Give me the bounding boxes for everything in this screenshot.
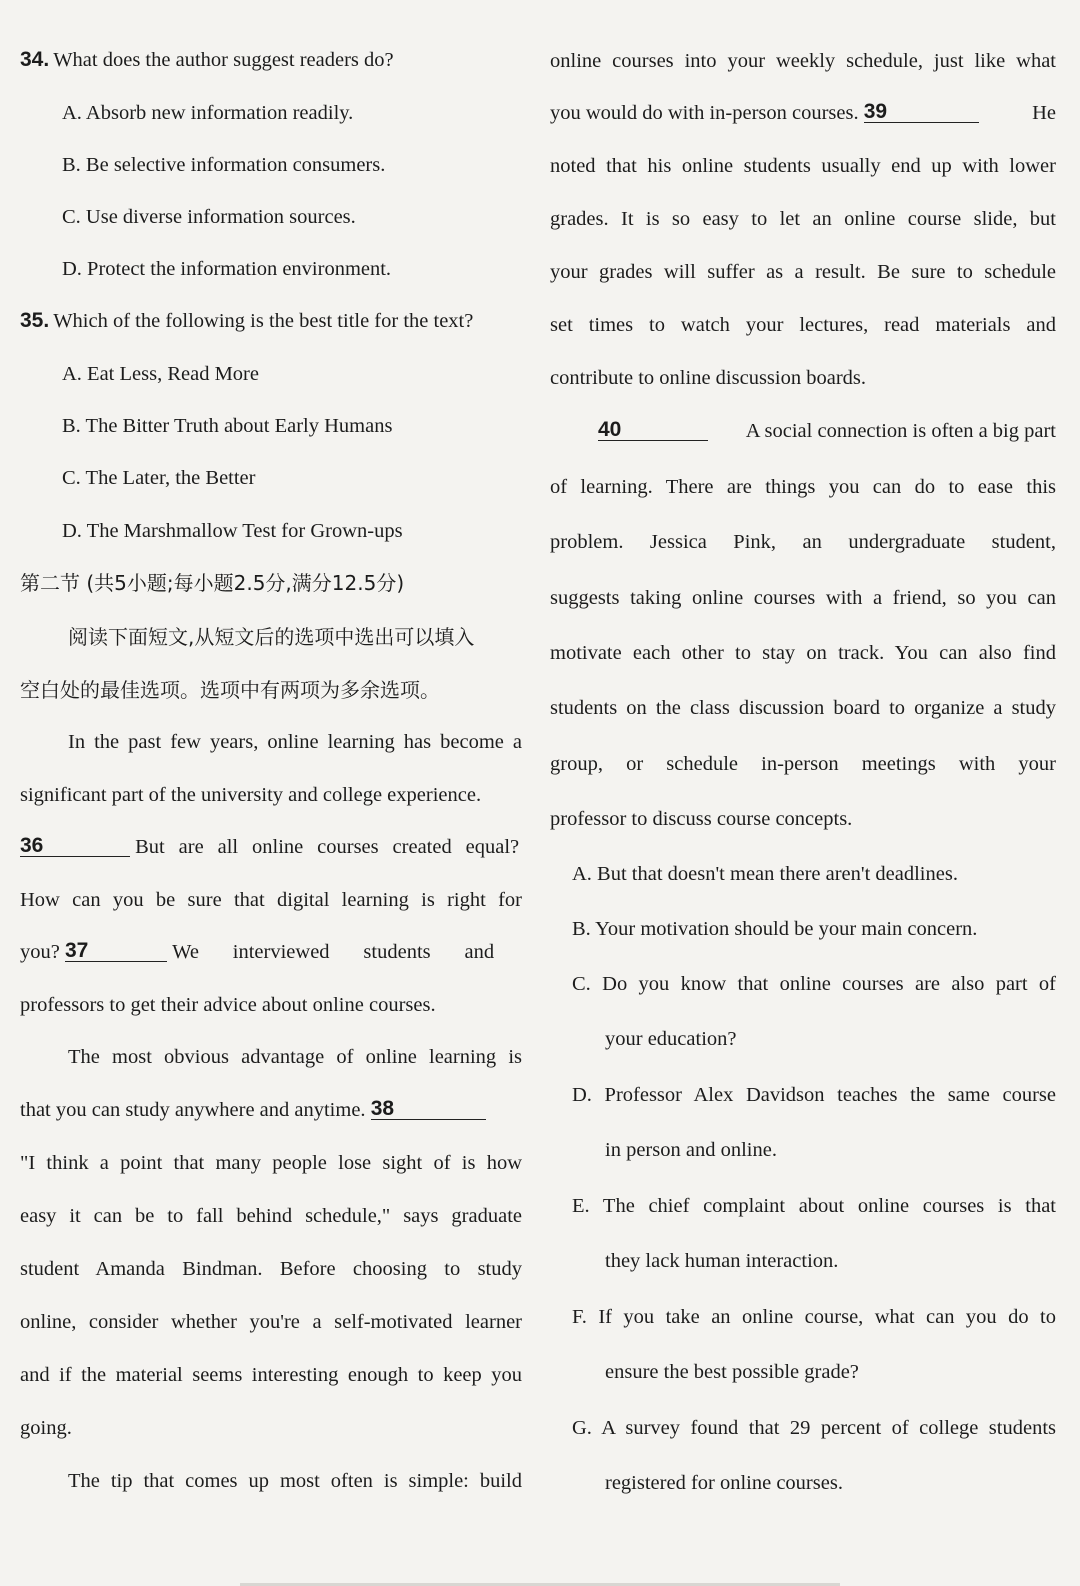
passage-line: student Amanda Bindman. Before choosing to study	[20, 1258, 522, 1280]
passage-line-blank-39	[550, 93, 1056, 133]
passage-line-blank-37	[20, 932, 522, 972]
question-number: 34.	[20, 48, 50, 71]
section-heading: 第二节 (共5小题;每小题2.5分,满分12.5分)	[20, 571, 405, 595]
passage-line: set times to watch your lectures, read materials and	[550, 314, 1056, 336]
option-35b: B. The Bitter Truth about Early Humans	[62, 415, 393, 437]
passage-line: online courses into your weekly schedule, just like what	[550, 50, 1056, 72]
question-34	[20, 40, 522, 80]
option-35d: D. The Marshmallow Test for Grown-ups	[62, 520, 403, 542]
passage-line: your grades will suffer as a result. Be sure to schedule	[550, 261, 1056, 283]
option-c: C. Do you know that online courses are also part of	[572, 973, 1056, 995]
passage-line: professor to discuss course concepts.	[550, 808, 853, 830]
passage-line: professors to get their advice about online courses.	[20, 994, 436, 1016]
passage-line: "I think a point that many people lose sight of is how	[20, 1152, 522, 1174]
instruction-line-2: 空白处的最佳选项。选项中有两项为多余选项。	[20, 678, 440, 702]
option-e-cont: they lack human interaction.	[605, 1250, 839, 1272]
passage-line: problem. Jessica Pink, an undergraduate student,	[550, 531, 1056, 553]
passage-line: group, or schedule in-person meetings with your	[550, 753, 1056, 775]
passage-line: suggests taking online courses with a friend, so you can	[550, 587, 1056, 609]
passage-text: He	[1032, 102, 1056, 124]
question-35	[20, 301, 522, 341]
passage-line: In the past few years, online learning has become a	[68, 731, 522, 753]
passage-line: of learning. There are things you can do to ease this	[550, 476, 1056, 498]
question-number: 35.	[20, 309, 50, 332]
passage-line: online, consider whether you're a self-motivated learner	[20, 1311, 522, 1333]
instruction-line-1: 阅读下面短文,从短文后的选项中选出可以填入	[68, 625, 475, 649]
blank-37[interactable]: 37	[65, 932, 167, 962]
passage-line: and if the material seems interesting enough to keep you	[20, 1364, 522, 1386]
option-g-cont: registered for online courses.	[605, 1472, 843, 1494]
blank-38[interactable]: 38	[371, 1090, 486, 1120]
passage-line: noted that his online students usually end up with lower	[550, 155, 1056, 177]
passage-text: you would do with in-person courses.	[550, 102, 859, 124]
option-b: B. Your motivation should be your main concern.	[572, 918, 978, 940]
option-35a: A. Eat Less, Read More	[62, 363, 259, 385]
blank-40[interactable]: 40	[598, 411, 708, 441]
option-34b: B. Be selective information consumers.	[62, 154, 386, 176]
option-d: D. Professor Alex Davidson teaches the same course	[572, 1084, 1056, 1106]
passage-text: A social connection is often a big part	[745, 420, 1056, 442]
passage-line: How can you be sure that digital learning is right for	[20, 889, 522, 911]
option-e: E. The chief complaint about online courses is that	[572, 1195, 1056, 1217]
passage-text: But are all online courses created equal?	[135, 836, 520, 858]
passage-line: The most obvious advantage of online learning is	[68, 1046, 522, 1068]
passage-text: that you can study anywhere and anytime.	[20, 1099, 366, 1121]
option-a: A. But that doesn't mean there aren't deadlines.	[572, 863, 958, 885]
option-d-cont: in person and online.	[605, 1139, 777, 1161]
blank-39[interactable]: 39	[864, 93, 979, 123]
option-f: F. If you take an online course, what can you do to	[572, 1306, 1056, 1328]
blank-36[interactable]: 36	[20, 827, 130, 857]
option-35c: C. The Later, the Better	[62, 467, 256, 489]
passage-line: easy it can be to fall behind schedule," says graduate	[20, 1205, 522, 1227]
option-34c: C. Use diverse information sources.	[62, 206, 356, 228]
question-text: What does the author suggest readers do?	[53, 49, 394, 71]
option-f-cont: ensure the best possible grade?	[605, 1361, 859, 1383]
option-34a: A. Absorb new information readily.	[62, 102, 354, 124]
question-text: Which of the following is the best title for the text?	[53, 310, 474, 332]
option-34d: D. Protect the information environment.	[62, 258, 392, 280]
passage-line: contribute to online discussion boards.	[550, 367, 866, 389]
passage-line: motivate each other to stay on track. You can also find	[550, 642, 1056, 664]
passage-line-blank-36	[20, 827, 522, 867]
passage-line-blank-38	[20, 1090, 522, 1130]
passage-text: you?	[20, 941, 60, 963]
passage-line-blank-40	[550, 411, 1056, 451]
passage-line: significant part of the university and college experience.	[20, 784, 482, 806]
passage-line: going.	[20, 1417, 72, 1439]
option-g: G. A survey found that 29 percent of college students	[572, 1417, 1056, 1439]
passage-text: We interviewed students and	[172, 941, 495, 963]
option-c-cont: your education?	[605, 1028, 737, 1050]
passage-line: students on the class discussion board to organize a study	[550, 697, 1056, 719]
passage-line: grades. It is so easy to let an online course slide, but	[550, 208, 1056, 230]
passage-line: The tip that comes up most often is simple: build	[68, 1470, 522, 1492]
